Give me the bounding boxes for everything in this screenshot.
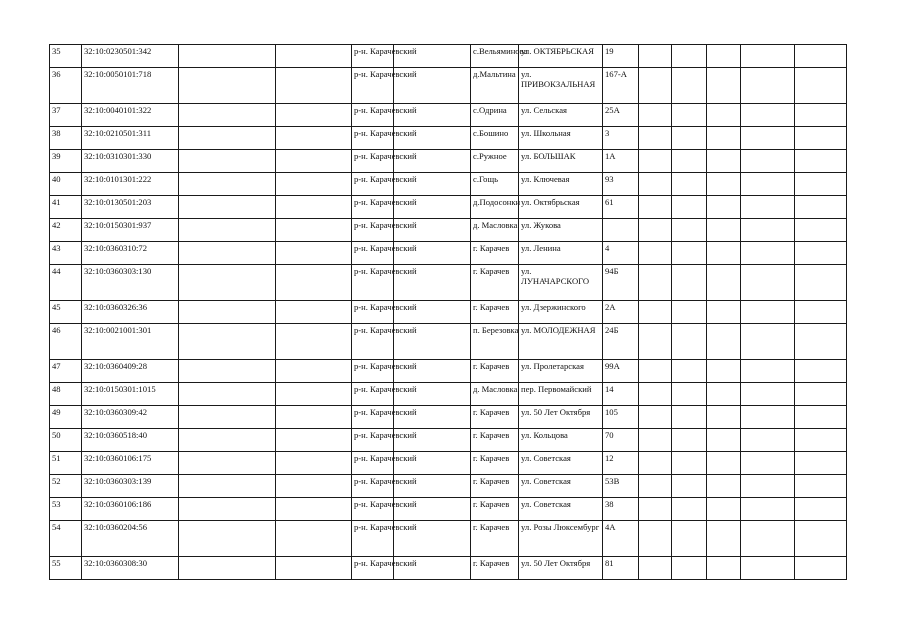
cadastral-number: 32:10:0210501:311 (82, 127, 179, 150)
house-number: 53В (603, 475, 639, 498)
empty-cell (276, 360, 352, 383)
empty-cell (639, 475, 672, 498)
row-number: 38 (50, 127, 82, 150)
house-number: 4А (603, 521, 639, 557)
empty-cell (741, 196, 795, 219)
empty-cell (639, 219, 672, 242)
empty-cell (741, 383, 795, 406)
empty-cell (741, 521, 795, 557)
empty-cell (179, 521, 276, 557)
empty-cell (741, 265, 795, 301)
house-number: 61 (603, 196, 639, 219)
empty-cell (639, 360, 672, 383)
empty-cell (672, 196, 707, 219)
district: р-н. Карачевский (352, 452, 394, 475)
locality: г. Карачев (471, 301, 519, 324)
empty-cell (179, 429, 276, 452)
empty-cell (672, 360, 707, 383)
empty-cell (707, 68, 741, 104)
empty-cell (795, 429, 847, 452)
empty-cell (795, 301, 847, 324)
empty-cell (672, 475, 707, 498)
row-number: 37 (50, 104, 82, 127)
row-number: 47 (50, 360, 82, 383)
empty-cell (672, 45, 707, 68)
empty-cell (741, 324, 795, 360)
empty-cell (795, 150, 847, 173)
street: ул. Октябрьская (519, 196, 603, 219)
street: ул. Школьная (519, 127, 603, 150)
empty-cell (707, 150, 741, 173)
district: р-н. Карачевский (352, 150, 394, 173)
row-number: 55 (50, 557, 82, 580)
table-row (50, 68, 847, 104)
empty-cell (639, 521, 672, 557)
empty-cell (795, 521, 847, 557)
empty-cell (707, 383, 741, 406)
district: р-н. Карачевский (352, 498, 394, 521)
street: ул. Советская (519, 475, 603, 498)
locality: г. Карачев (471, 475, 519, 498)
district: р-н. Карачевский (352, 383, 394, 406)
empty-cell (276, 557, 352, 580)
locality: г. Карачев (471, 429, 519, 452)
table-row (50, 498, 847, 521)
empty-cell (795, 383, 847, 406)
cadastral-number: 32:10:0360326:36 (82, 301, 179, 324)
empty-cell (795, 173, 847, 196)
empty-cell (707, 521, 741, 557)
empty-cell (707, 45, 741, 68)
empty-cell (179, 452, 276, 475)
empty-cell (179, 498, 276, 521)
empty-cell (639, 324, 672, 360)
street: пер. Первомайский (519, 383, 603, 406)
empty-cell (639, 265, 672, 301)
cadastral-number: 32:10:0101301:222 (82, 173, 179, 196)
house-number: 99А (603, 360, 639, 383)
cadastral-number: 32:10:0150301:937 (82, 219, 179, 242)
table-row (50, 406, 847, 429)
empty-cell (639, 196, 672, 219)
empty-cell (741, 452, 795, 475)
empty-cell (707, 127, 741, 150)
house-number: 93 (603, 173, 639, 196)
empty-cell (707, 219, 741, 242)
row-number: 52 (50, 475, 82, 498)
table-row (50, 301, 847, 324)
empty-cell (741, 104, 795, 127)
locality: д. Масловка (471, 383, 519, 406)
table-row (50, 475, 847, 498)
empty-cell (276, 68, 352, 104)
house-number: 24Б (603, 324, 639, 360)
locality: г. Карачев (471, 452, 519, 475)
locality: г. Карачев (471, 557, 519, 580)
empty-cell (276, 265, 352, 301)
street: ул. 50 Лет Октября (519, 557, 603, 580)
empty-cell (741, 68, 795, 104)
empty-cell (672, 406, 707, 429)
street: ул. Сельская (519, 104, 603, 127)
table-row (50, 196, 847, 219)
empty-cell (276, 173, 352, 196)
table-row (50, 150, 847, 173)
empty-cell (179, 475, 276, 498)
district: р-н. Карачевский (352, 68, 394, 104)
empty-cell (795, 498, 847, 521)
empty-cell (276, 242, 352, 265)
empty-cell (276, 406, 352, 429)
empty-cell (795, 68, 847, 104)
empty-cell (639, 68, 672, 104)
empty-cell (179, 219, 276, 242)
empty-cell (707, 360, 741, 383)
empty-cell (639, 104, 672, 127)
house-number: 94Б (603, 265, 639, 301)
empty-cell (707, 196, 741, 219)
table-row (50, 104, 847, 127)
locality: с.Одрина (471, 104, 519, 127)
empty-cell (795, 104, 847, 127)
table-row (50, 429, 847, 452)
cadastral-number: 32:10:0360310:72 (82, 242, 179, 265)
empty-cell (707, 104, 741, 127)
house-number: 4 (603, 242, 639, 265)
row-number: 53 (50, 498, 82, 521)
table-row (50, 219, 847, 242)
empty-cell (276, 452, 352, 475)
empty-cell (795, 219, 847, 242)
cadastral-number: 32:10:0310301:330 (82, 150, 179, 173)
empty-cell (672, 104, 707, 127)
street: ул. Дзержинского (519, 301, 603, 324)
locality: с.Гощь (471, 173, 519, 196)
table-row (50, 360, 847, 383)
locality: с.Ружное (471, 150, 519, 173)
empty-cell (179, 360, 276, 383)
empty-cell (795, 406, 847, 429)
table-row (50, 127, 847, 150)
empty-cell (741, 242, 795, 265)
empty-cell (179, 383, 276, 406)
empty-cell (639, 242, 672, 265)
empty-cell (672, 521, 707, 557)
empty-cell (741, 301, 795, 324)
house-number: 81 (603, 557, 639, 580)
table-row (50, 173, 847, 196)
row-number: 39 (50, 150, 82, 173)
district: р-н. Карачевский (352, 219, 394, 242)
table-row (50, 452, 847, 475)
locality: п. Березовка (471, 324, 519, 360)
empty-cell (707, 475, 741, 498)
row-number: 50 (50, 429, 82, 452)
street: ул. ПРИВОКЗАЛЬНАЯ (519, 68, 603, 104)
cadastral-number: 32:10:0360303:130 (82, 265, 179, 301)
street: ул. Ключевая (519, 173, 603, 196)
empty-cell (795, 324, 847, 360)
empty-cell (639, 452, 672, 475)
empty-cell (672, 452, 707, 475)
district: р-н. Карачевский (352, 360, 394, 383)
empty-cell (179, 301, 276, 324)
empty-cell (276, 127, 352, 150)
table-row (50, 557, 847, 580)
cadastral-number: 32:10:0040101:322 (82, 104, 179, 127)
table-row (50, 45, 847, 68)
empty-cell (741, 475, 795, 498)
empty-cell (795, 360, 847, 383)
row-number: 42 (50, 219, 82, 242)
street: ул. Кольцова (519, 429, 603, 452)
district: р-н. Карачевский (352, 265, 394, 301)
empty-cell (707, 557, 741, 580)
empty-cell (672, 219, 707, 242)
empty-cell (795, 265, 847, 301)
empty-cell (639, 173, 672, 196)
district: р-н. Карачевский (352, 196, 394, 219)
house-number: 25А (603, 104, 639, 127)
cadastral-number: 32:10:0360308:30 (82, 557, 179, 580)
empty-cell (672, 150, 707, 173)
table-row (50, 242, 847, 265)
cadastral-number: 32:10:0360309:42 (82, 406, 179, 429)
empty-cell (639, 557, 672, 580)
street: ул. Пролетарская (519, 360, 603, 383)
district: р-н. Карачевский (352, 127, 394, 150)
empty-cell (741, 557, 795, 580)
empty-cell (276, 150, 352, 173)
empty-cell (741, 406, 795, 429)
row-number: 43 (50, 242, 82, 265)
empty-cell (276, 219, 352, 242)
street: ул. ОКТЯБРЬСКАЯ (519, 45, 603, 68)
empty-cell (672, 265, 707, 301)
row-number: 45 (50, 301, 82, 324)
empty-cell (179, 150, 276, 173)
empty-cell (672, 242, 707, 265)
cadastral-number: 32:10:0150301:1015 (82, 383, 179, 406)
house-number: 2А (603, 301, 639, 324)
empty-cell (707, 265, 741, 301)
property-registry-table (49, 44, 847, 580)
empty-cell (639, 301, 672, 324)
cadastral-number: 32:10:0360409:28 (82, 360, 179, 383)
empty-cell (707, 406, 741, 429)
empty-cell (707, 242, 741, 265)
empty-cell (639, 45, 672, 68)
cadastral-number: 32:10:0360518:40 (82, 429, 179, 452)
street: ул. Советская (519, 498, 603, 521)
empty-cell (179, 173, 276, 196)
row-number: 51 (50, 452, 82, 475)
empty-cell (741, 45, 795, 68)
empty-cell (179, 45, 276, 68)
table-row (50, 521, 847, 557)
empty-cell (276, 196, 352, 219)
empty-cell (741, 127, 795, 150)
empty-cell (707, 498, 741, 521)
row-number: 41 (50, 196, 82, 219)
street: ул. Ленина (519, 242, 603, 265)
house-number: 167-А (603, 68, 639, 104)
house-number: 1А (603, 150, 639, 173)
empty-cell (741, 219, 795, 242)
house-number: 38 (603, 498, 639, 521)
empty-cell (707, 324, 741, 360)
district: р-н. Карачевский (352, 475, 394, 498)
empty-cell (179, 324, 276, 360)
empty-cell (672, 68, 707, 104)
empty-cell (179, 242, 276, 265)
empty-cell (276, 45, 352, 68)
empty-cell (795, 557, 847, 580)
table-row (50, 383, 847, 406)
empty-cell (795, 242, 847, 265)
cadastral-number: 32:10:0360303:139 (82, 475, 179, 498)
empty-cell (672, 324, 707, 360)
empty-cell (179, 265, 276, 301)
house-number (603, 219, 639, 242)
house-number: 19 (603, 45, 639, 68)
empty-cell (276, 104, 352, 127)
street: ул. БОЛЬШАК (519, 150, 603, 173)
empty-cell (276, 383, 352, 406)
house-number: 12 (603, 452, 639, 475)
locality: г. Карачев (471, 265, 519, 301)
district: р-н. Карачевский (352, 429, 394, 452)
empty-cell (672, 127, 707, 150)
empty-cell (795, 196, 847, 219)
empty-cell (179, 127, 276, 150)
empty-cell (276, 521, 352, 557)
cadastral-number: 32:10:0360106:186 (82, 498, 179, 521)
empty-cell (179, 68, 276, 104)
house-number: 14 (603, 383, 639, 406)
row-number: 46 (50, 324, 82, 360)
street: ул. ЛУНАЧАРСКОГО (519, 265, 603, 301)
row-number: 54 (50, 521, 82, 557)
row-number: 48 (50, 383, 82, 406)
empty-cell (639, 406, 672, 429)
empty-cell (276, 429, 352, 452)
district: р-н. Карачевский (352, 557, 394, 580)
locality: г. Карачев (471, 360, 519, 383)
row-number: 49 (50, 406, 82, 429)
empty-cell (672, 173, 707, 196)
empty-cell (672, 383, 707, 406)
empty-cell (741, 429, 795, 452)
empty-cell (639, 429, 672, 452)
empty-cell (741, 360, 795, 383)
empty-cell (639, 127, 672, 150)
empty-cell (795, 127, 847, 150)
locality: г. Карачев (471, 521, 519, 557)
district: р-н. Карачевский (352, 173, 394, 196)
empty-cell (179, 557, 276, 580)
empty-cell (795, 475, 847, 498)
empty-cell (672, 429, 707, 452)
empty-cell (795, 452, 847, 475)
district: р-н. Карачевский (352, 45, 394, 68)
empty-cell (672, 301, 707, 324)
empty-cell (276, 324, 352, 360)
row-number: 44 (50, 265, 82, 301)
empty-cell (741, 173, 795, 196)
house-number: 70 (603, 429, 639, 452)
cadastral-number: 32:10:0021001:301 (82, 324, 179, 360)
cadastral-number: 32:10:0130501:203 (82, 196, 179, 219)
empty-cell (639, 150, 672, 173)
locality: д.Мальтина (471, 68, 519, 104)
cadastral-number: 32:10:0230501:342 (82, 45, 179, 68)
empty-cell (707, 452, 741, 475)
empty-cell (795, 45, 847, 68)
cadastral-number: 32:10:0360204:56 (82, 521, 179, 557)
street: ул. Розы Люксембург (519, 521, 603, 557)
table-row (50, 265, 847, 301)
street: ул. МОЛОДЕЖНАЯ (519, 324, 603, 360)
locality: г. Карачев (471, 498, 519, 521)
district: р-н. Карачевский (352, 242, 394, 265)
empty-cell (639, 383, 672, 406)
empty-cell (707, 429, 741, 452)
cadastral-number: 32:10:0050101:718 (82, 68, 179, 104)
cadastral-number: 32:10:0360106:175 (82, 452, 179, 475)
locality: г. Карачев (471, 242, 519, 265)
table-row (50, 324, 847, 360)
empty-cell (276, 301, 352, 324)
locality: с.Бошино (471, 127, 519, 150)
street: ул. 50 Лет Октября (519, 406, 603, 429)
district: р-н. Карачевский (352, 521, 394, 557)
empty-cell (276, 498, 352, 521)
locality: д.Подосонки (471, 196, 519, 219)
empty-cell (672, 498, 707, 521)
street: ул. Советская (519, 452, 603, 475)
district: р-н. Карачевский (352, 406, 394, 429)
row-number: 35 (50, 45, 82, 68)
empty-cell (741, 150, 795, 173)
empty-cell (179, 196, 276, 219)
empty-cell (707, 173, 741, 196)
table-body (50, 45, 847, 580)
empty-cell (179, 104, 276, 127)
empty-cell (179, 406, 276, 429)
district: р-н. Карачевский (352, 104, 394, 127)
row-number: 36 (50, 68, 82, 104)
empty-cell (276, 475, 352, 498)
locality: г. Карачев (471, 406, 519, 429)
empty-cell (639, 498, 672, 521)
house-number: 3 (603, 127, 639, 150)
empty-cell (741, 498, 795, 521)
locality: д. Масловка (471, 219, 519, 242)
empty-cell (672, 557, 707, 580)
locality: с.Вельяминова (471, 45, 519, 68)
empty-cell (707, 301, 741, 324)
house-number: 105 (603, 406, 639, 429)
row-number: 40 (50, 173, 82, 196)
district: р-н. Карачевский (352, 301, 394, 324)
street: ул. Жукова (519, 219, 603, 242)
district: р-н. Карачевский (352, 324, 394, 360)
